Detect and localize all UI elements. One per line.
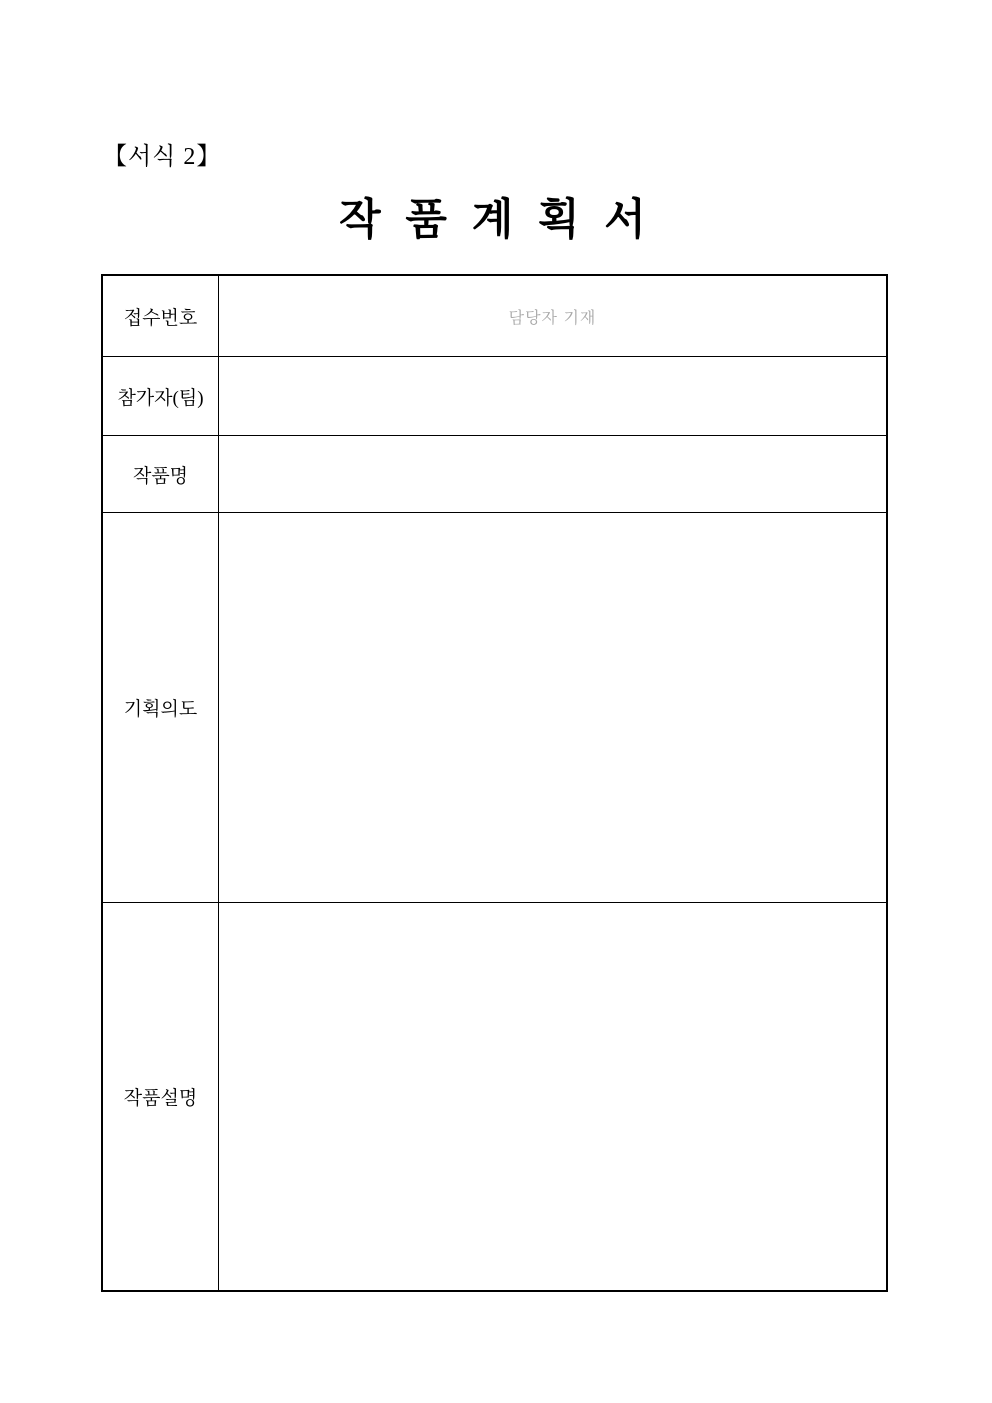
row-label-planning-intent: 기획의도 (103, 513, 219, 902)
row-label-work-description: 작품설명 (103, 903, 219, 1290)
row-value-participant[interactable] (219, 357, 886, 435)
row-label-work-title: 작품명 (103, 436, 219, 512)
page-title: 작 품 계 획 서 (339, 197, 653, 244)
row-label-participant: 참가자(팀) (103, 357, 219, 435)
table-row-participant (103, 357, 886, 436)
row-value-planning-intent[interactable] (219, 513, 886, 902)
table-row-work-title (103, 436, 886, 513)
plan-table (101, 274, 888, 1292)
table-row-receipt-number (103, 276, 886, 357)
staff-entry-placeholder: 담당자 기재 (508, 309, 597, 327)
row-value-receipt-number[interactable] (219, 276, 886, 356)
table-row-work-description (103, 903, 886, 1290)
row-value-work-title[interactable] (219, 436, 886, 512)
row-value-work-description[interactable] (219, 903, 886, 1290)
row-label-receipt-number: 접수번호 (103, 276, 219, 356)
form-tag: 【서식 2】 (103, 144, 222, 170)
table-row-planning-intent (103, 513, 886, 903)
